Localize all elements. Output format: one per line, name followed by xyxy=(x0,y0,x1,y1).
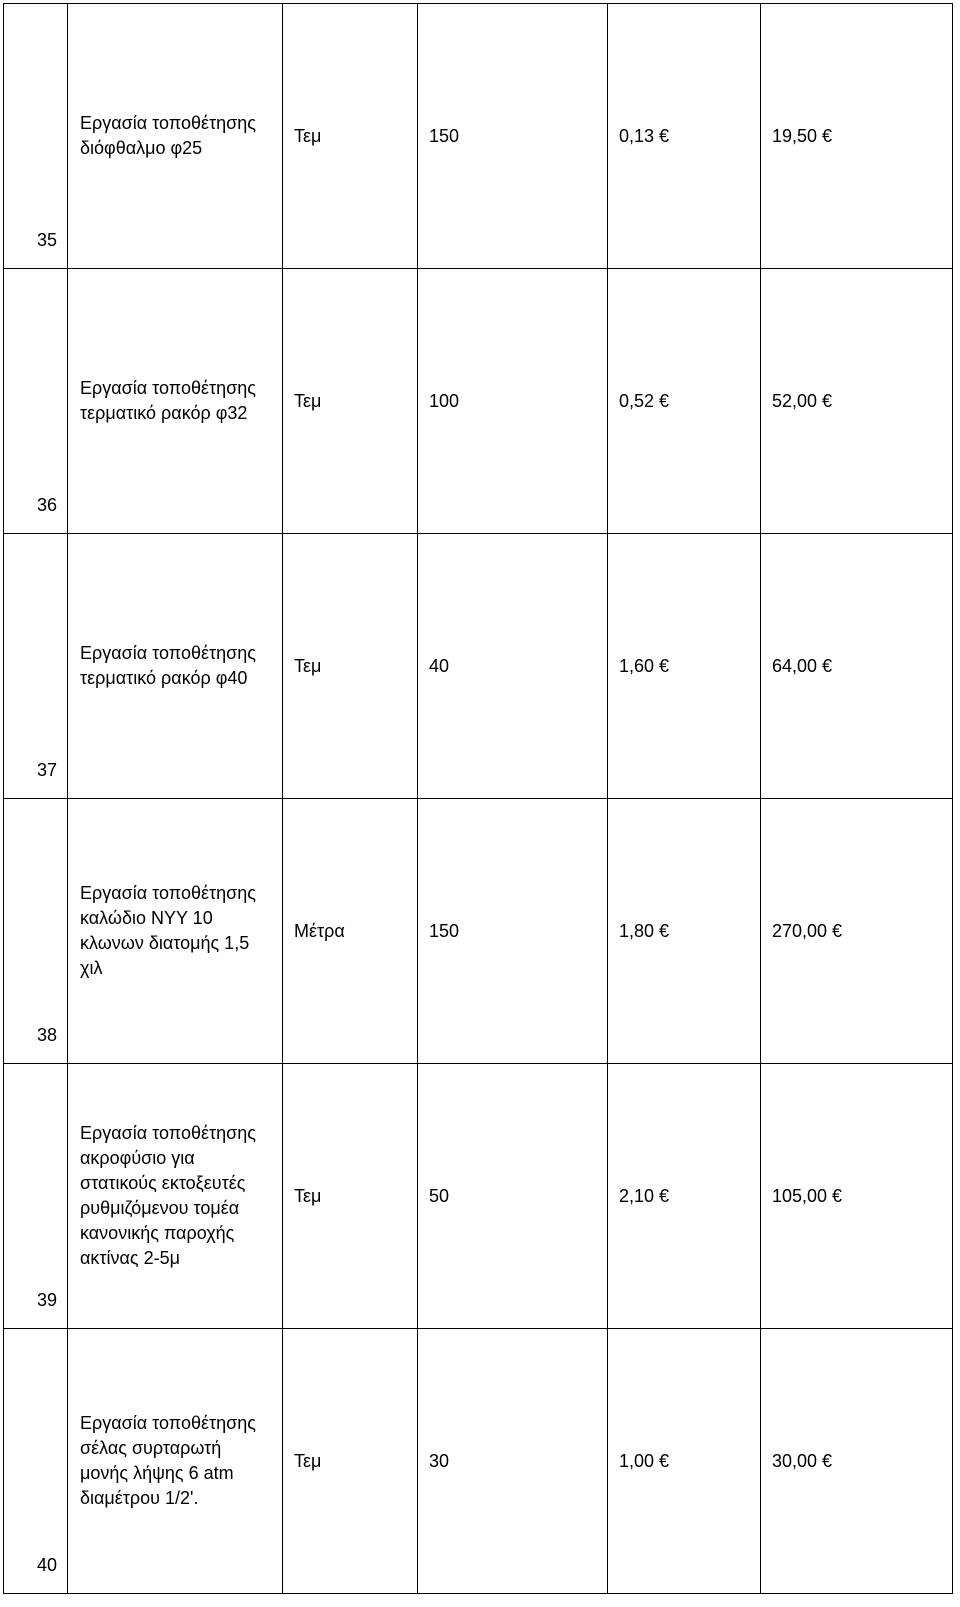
row-description-cell xyxy=(68,269,283,534)
row-unit: Τεμ xyxy=(283,1064,418,1329)
row-description: Εργασία τοποθέτησης διόφθαλμο φ25 xyxy=(80,113,256,158)
row-total: 64,00 € xyxy=(761,534,953,799)
row-number: 40 xyxy=(4,1329,68,1594)
row-unit: Τεμ xyxy=(283,534,418,799)
row-quantity: 150 xyxy=(418,4,608,269)
table-row xyxy=(4,799,953,1064)
row-description: Εργασία τοποθέτησης σέλας συρταρωτή μονής λήψης 6 atm διαμέτρου 1/2'. xyxy=(80,1413,256,1508)
row-total: 105,00 € xyxy=(761,1064,953,1329)
row-total: 19,50 € xyxy=(761,4,953,269)
row-description: Εργασία τοποθέτησης τερματικό ρακόρ φ40 xyxy=(80,643,256,688)
row-number: 37 xyxy=(4,534,68,799)
row-description-cell xyxy=(68,799,283,1064)
row-unit-price: 1,60 € xyxy=(608,534,761,799)
row-total: 30,00 € xyxy=(761,1329,953,1594)
row-unit: Τεμ xyxy=(283,1329,418,1594)
row-number: 35 xyxy=(4,4,68,269)
row-total: 270,00 € xyxy=(761,799,953,1064)
table-row xyxy=(4,269,953,534)
row-unit: Τεμ xyxy=(283,4,418,269)
price-table xyxy=(3,3,953,1594)
row-quantity: 100 xyxy=(418,269,608,534)
row-unit-price: 0,13 € xyxy=(608,4,761,269)
row-unit: Τεμ xyxy=(283,269,418,534)
row-description: Εργασία τοποθέτησης τερματικό ρακόρ φ32 xyxy=(80,378,256,423)
row-unit: Μέτρα xyxy=(283,799,418,1064)
row-description: Εργασία τοποθέτησης καλώδιο ΝΥΥ 10 κλωνων διατομής 1,5 χιλ xyxy=(80,883,256,978)
row-number: 39 xyxy=(4,1064,68,1329)
row-unit-price: 1,00 € xyxy=(608,1329,761,1594)
row-quantity: 40 xyxy=(418,534,608,799)
row-number: 36 xyxy=(4,269,68,534)
row-quantity: 50 xyxy=(418,1064,608,1329)
table-row xyxy=(4,1064,953,1329)
row-quantity: 30 xyxy=(418,1329,608,1594)
row-description-cell xyxy=(68,534,283,799)
row-unit-price: 2,10 € xyxy=(608,1064,761,1329)
table-row xyxy=(4,534,953,799)
row-number: 38 xyxy=(4,799,68,1064)
row-unit-price: 0,52 € xyxy=(608,269,761,534)
table-row xyxy=(4,1329,953,1594)
table-row xyxy=(4,4,953,269)
row-quantity: 150 xyxy=(418,799,608,1064)
row-total: 52,00 € xyxy=(761,269,953,534)
row-description-cell xyxy=(68,1064,283,1329)
row-unit-price: 1,80 € xyxy=(608,799,761,1064)
row-description: Εργασία τοποθέτησης ακροφύσιο για στατικούς εκτοξευτές ρυθμιζόμενου τομέα κανονικής παροχής ακτίνας 2-5μ xyxy=(80,1123,256,1268)
row-description-cell xyxy=(68,1329,283,1594)
row-description-cell xyxy=(68,4,283,269)
